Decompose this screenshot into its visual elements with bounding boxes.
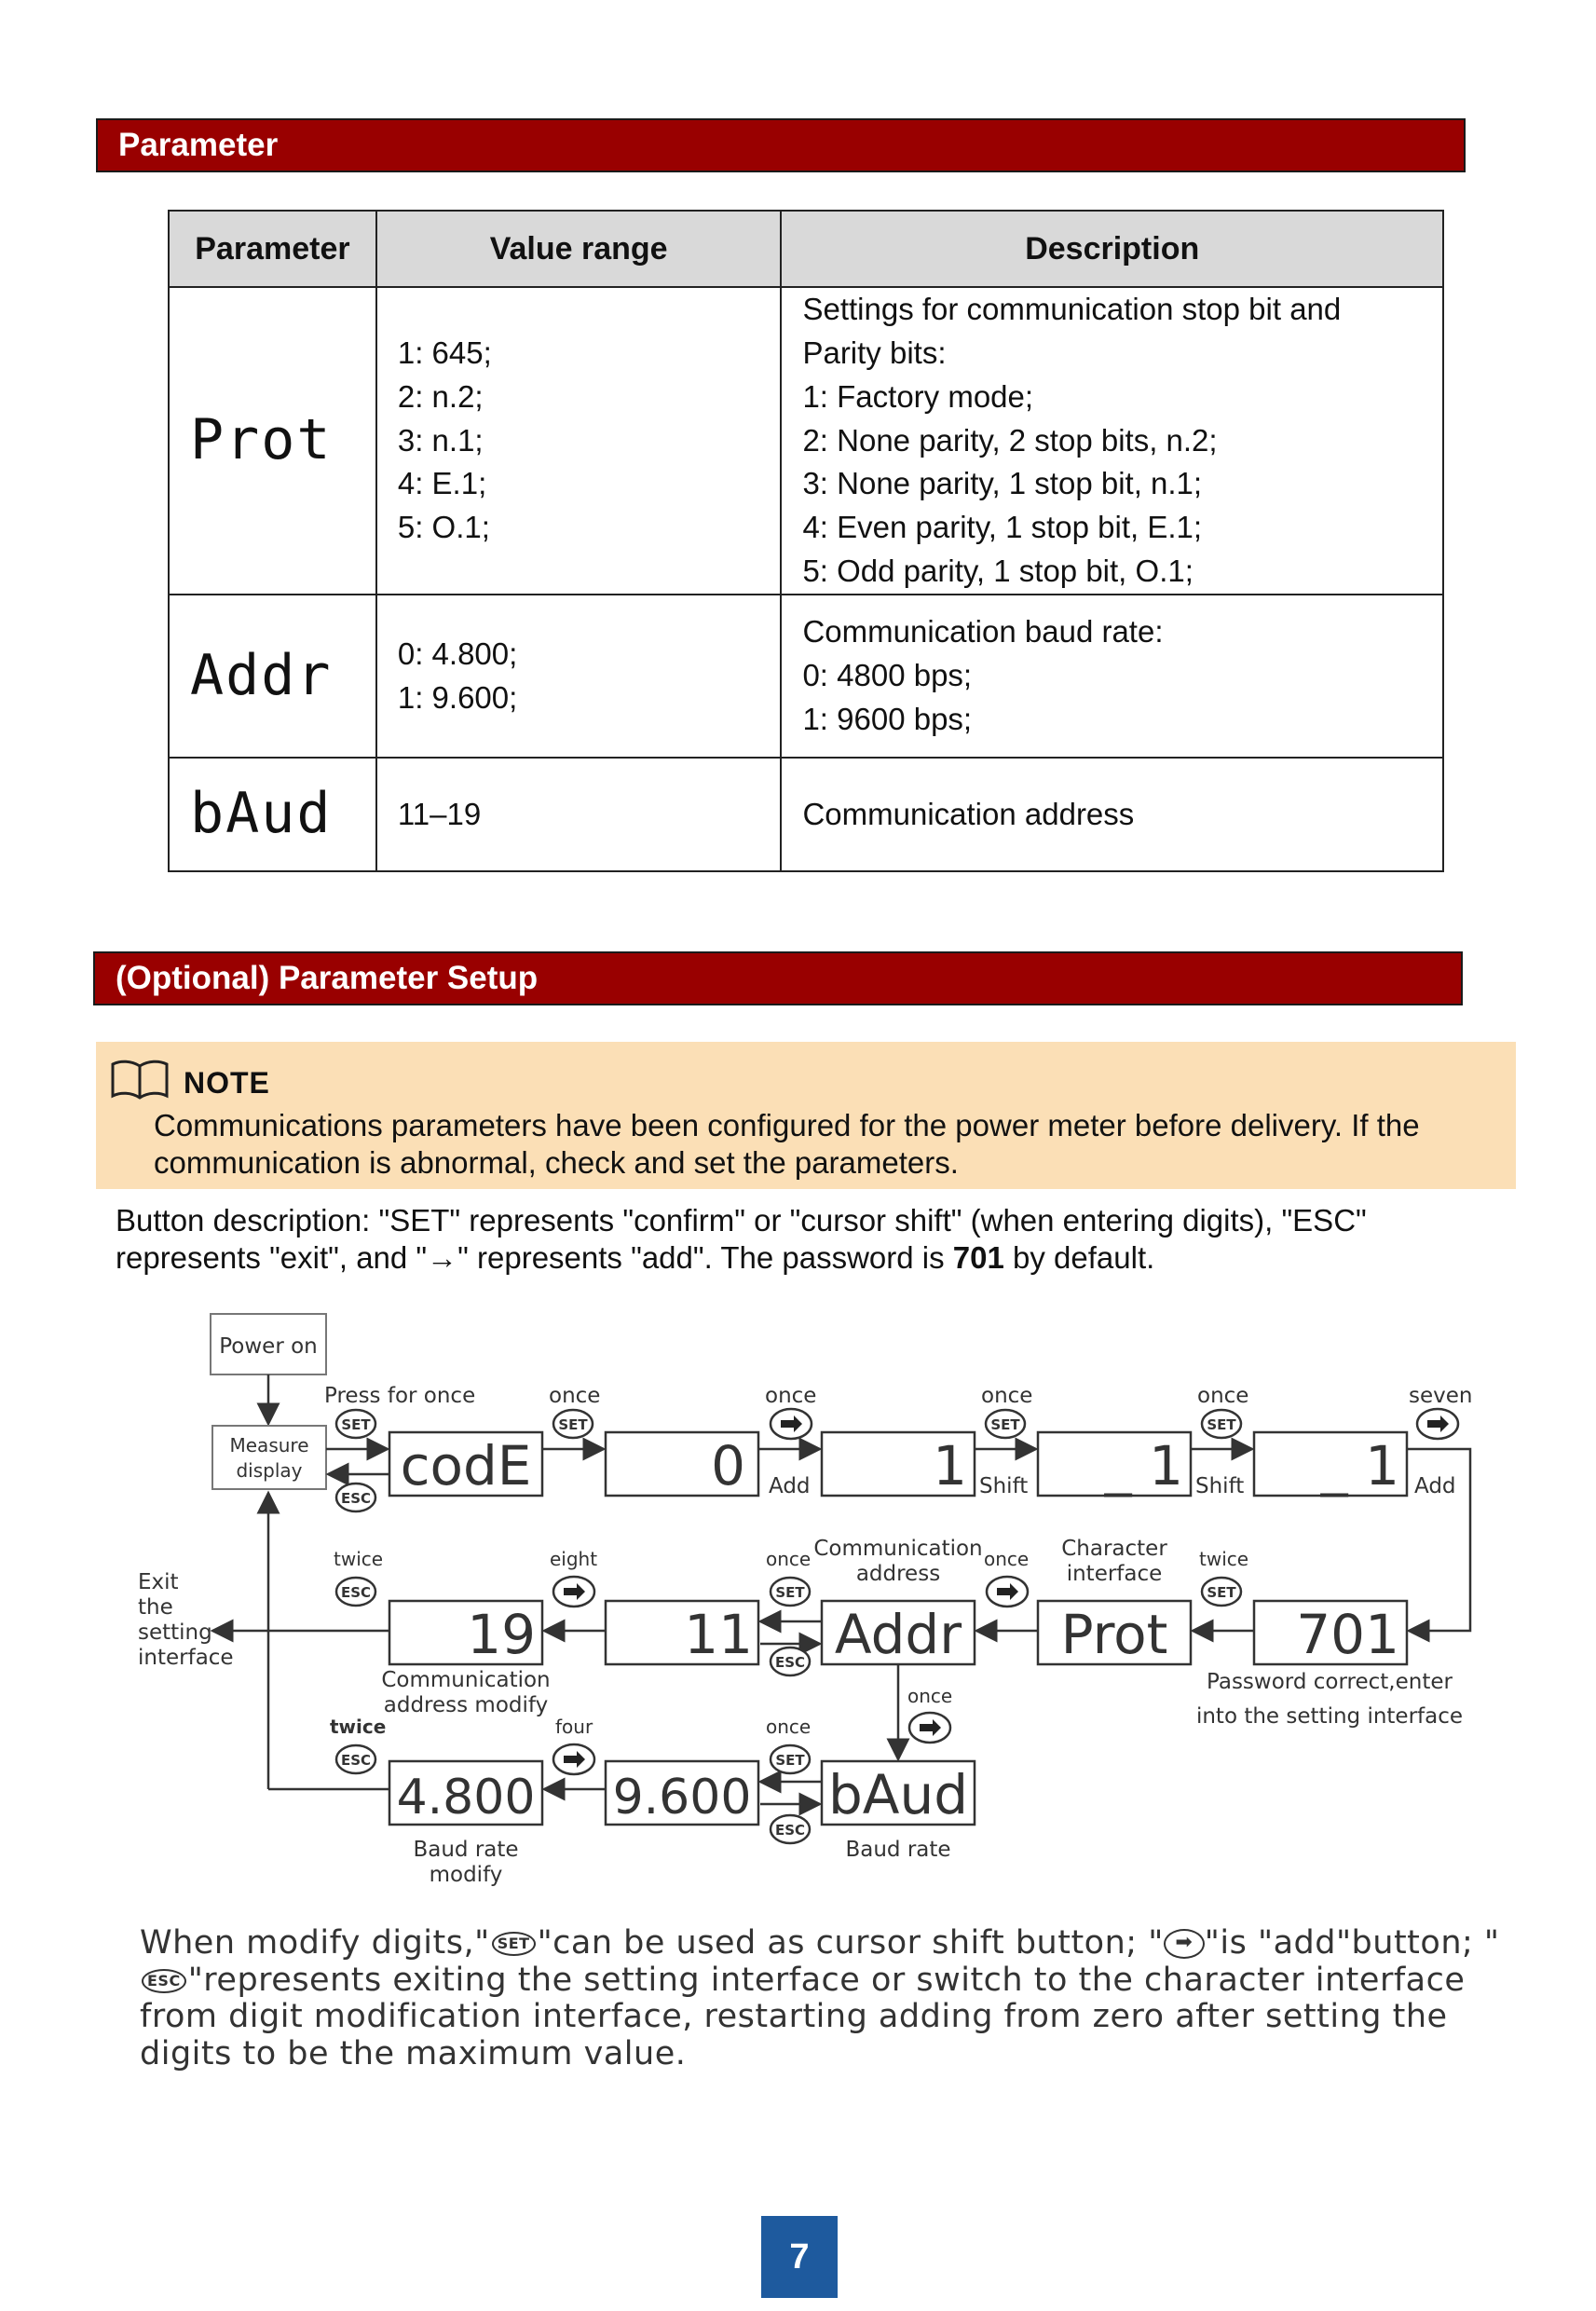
svg-text:ESC: ESC (340, 1490, 372, 1507)
char-interface-label: interface (1066, 1562, 1163, 1586)
once-label: once (907, 1685, 953, 1707)
twice-label: twice (330, 1716, 387, 1738)
esc-button-inline: ESC (142, 1969, 186, 1993)
baud-rate-modify-label: modify (429, 1863, 503, 1887)
exit-label: interface (138, 1646, 234, 1670)
button-description (116, 1202, 1476, 1278)
add-label: Add (1414, 1474, 1456, 1498)
parameter-code-cell (169, 595, 376, 758)
exit-label: setting (138, 1620, 212, 1645)
esc-button (336, 1578, 375, 1606)
value-line: 1: 9.600; (397, 679, 518, 715)
lcd-text: 9.600 (612, 1770, 752, 1826)
note-body: Communications parameters have been configured for the power meter before delivery. If the communication is abnormal, check and set the parameters. (154, 1108, 1420, 1181)
lcd-text: Prot (1060, 1603, 1168, 1666)
description-cell (781, 758, 1443, 871)
measure-display-label: Measure (229, 1434, 309, 1456)
column-header: Parameter (169, 211, 376, 287)
twice-label: twice (1199, 1548, 1249, 1570)
comm-address-label: address (855, 1562, 941, 1586)
section-title-text: Parameter (118, 127, 279, 163)
lcd-display-prot (1038, 1601, 1191, 1666)
value-line: 0: 4.800; (397, 636, 518, 671)
modify-note-text: "represents exiting the setting interface or switch to the character interface from digit modification interface, restarting adding from zero after setting the digits to be the maximum value. (140, 1961, 1466, 2072)
desc-line: 5: Odd parity, 1 stop bit, O.1; (802, 554, 1194, 589)
value-line: 5: O.1; (397, 510, 490, 545)
lcd-code-prot: Prot (190, 407, 333, 473)
svg-text:SET: SET (558, 1416, 588, 1433)
lcd-code-baud: bAud (190, 781, 333, 847)
value-line: 11–19 (397, 796, 482, 831)
add-arrow-button (987, 1577, 1028, 1607)
password-correct-label: Password correct,enter (1207, 1670, 1453, 1694)
lcd-display-19 (389, 1601, 542, 1666)
svg-text:ESC: ESC (340, 1752, 372, 1769)
desc-line: Communication address (802, 796, 1135, 831)
set-button (771, 1745, 810, 1773)
lcd-display-addr (822, 1601, 975, 1666)
value-line: 2: n.2; (397, 378, 484, 414)
desc-line: Settings for communication stop bit and (802, 292, 1342, 326)
lcd-text: _ 1 (1320, 1434, 1399, 1497)
book-icon (109, 1059, 171, 1101)
lcd-display-11 (606, 1601, 758, 1666)
once-label: once (549, 1384, 601, 1408)
page-number: 7 (761, 2216, 838, 2298)
lcd-display-password (1254, 1601, 1407, 1666)
add-arrow-button (553, 1577, 594, 1607)
lcd-display-one (822, 1432, 975, 1497)
comm-addr-modify-label: Communication (381, 1668, 551, 1692)
value-range-cell (376, 287, 782, 595)
set-button (1202, 1578, 1241, 1606)
lcd-text: 701 (1296, 1603, 1399, 1666)
value-line: 1: 645; (397, 335, 492, 370)
lcd-display-add (1254, 1432, 1407, 1497)
table-row (169, 595, 1443, 758)
column-header: Value range (376, 211, 782, 287)
desc-line: 2: None parity, 2 stop bits, n.2; (802, 422, 1218, 458)
svg-text:ESC: ESC (340, 1584, 372, 1601)
shift-label: Shift (979, 1474, 1029, 1498)
lcd-text: 1 (933, 1434, 967, 1497)
svg-text:SET: SET (341, 1416, 371, 1433)
lcd-text: bAud (827, 1763, 969, 1826)
desc-line: 3: None parity, 1 stop bit, n.1; (802, 466, 1203, 501)
lcd-text: 19 (467, 1603, 536, 1666)
four-label: four (555, 1716, 593, 1738)
description-cell (781, 287, 1443, 595)
seven-label: seven (1409, 1384, 1473, 1408)
once-label: once (765, 1384, 817, 1408)
modify-digits-note (140, 1925, 1500, 2072)
exit-label: Exit (138, 1570, 179, 1594)
svg-text:SET: SET (1207, 1416, 1236, 1433)
esc-button (771, 1815, 810, 1843)
measure-display-box (212, 1426, 326, 1489)
value-range-cell (376, 595, 782, 758)
note-box (96, 1042, 1516, 1189)
modify-note-text: "can be used as cursor shift button; " (537, 1924, 1164, 1962)
parameter-table (168, 210, 1444, 872)
lcd-display-shift (1038, 1432, 1191, 1497)
svg-text:ESC: ESC (774, 1822, 806, 1839)
section-title-text: (Optional) Parameter Setup (116, 960, 539, 996)
desc-line: Communication baud rate: (802, 614, 1164, 650)
modify-note-text: "is "add"button; " (1204, 1924, 1500, 1962)
once-label: once (984, 1548, 1030, 1570)
lcd-text: 0 (711, 1434, 745, 1497)
baud-rate-label: Baud rate (845, 1838, 951, 1862)
set-button (336, 1410, 375, 1438)
lcd-text: Addr (834, 1603, 962, 1666)
table-row (169, 758, 1443, 871)
char-interface-label: Character (1061, 1537, 1167, 1561)
lcd-text: _ 1 (1104, 1434, 1183, 1497)
desc-line: 0: 4800 bps; (802, 658, 973, 693)
set-button (771, 1578, 810, 1606)
add-arrow-button (771, 1409, 812, 1439)
lcd-code-addr: Addr (190, 642, 333, 708)
lcd-display-baud (822, 1761, 975, 1826)
value-line: 4: E.1; (397, 466, 487, 501)
svg-text:SET: SET (990, 1416, 1020, 1433)
desc-line: 1: Factory mode; (802, 378, 1034, 414)
modify-note-text: When modify digits," (140, 1924, 490, 1962)
set-button (986, 1410, 1025, 1438)
comm-address-label: Communication (813, 1537, 983, 1561)
svg-text:ESC: ESC (774, 1654, 806, 1671)
esc-button (336, 1484, 375, 1511)
button-desc-suffix: by default. (1003, 1240, 1155, 1276)
table-row (169, 287, 1443, 595)
comm-addr-modify-label: address modify (383, 1693, 549, 1717)
measure-display-label: display (236, 1459, 303, 1482)
add-arrow-button (909, 1713, 950, 1743)
exit-label: the (138, 1595, 173, 1620)
section-title-parameter (96, 118, 1466, 172)
power-on-label: Power on (219, 1334, 318, 1359)
column-header: Description (781, 211, 1443, 287)
set-button-inline: SET (492, 1932, 536, 1956)
once-label: once (981, 1384, 1033, 1408)
value-range-cell (376, 758, 782, 871)
lcd-text: 4.800 (396, 1770, 536, 1826)
add-arrow-icon: ➡ (1164, 1929, 1205, 1959)
default-password: 701 (952, 1240, 1004, 1276)
section-title-setup (93, 951, 1463, 1005)
svg-text:SET: SET (775, 1584, 805, 1601)
desc-line: Parity bits: (802, 335, 947, 370)
power-on-box (211, 1314, 326, 1374)
press-once-label: Press for once (324, 1384, 476, 1408)
twice-label: twice (334, 1548, 384, 1570)
desc-line: 4: Even parity, 1 stop bit, E.1; (802, 510, 1203, 545)
svg-text:SET: SET (775, 1752, 805, 1769)
set-button (553, 1410, 593, 1438)
description-cell (781, 595, 1443, 758)
parameter-code-cell (169, 758, 376, 871)
add-arrow-button (1417, 1409, 1458, 1439)
add-label: Add (769, 1474, 811, 1498)
esc-button (771, 1648, 810, 1675)
parameter-code-cell (169, 287, 376, 595)
lcd-display-zero (606, 1432, 758, 1497)
once-label: once (1197, 1384, 1249, 1408)
lcd-text: 11 (684, 1603, 753, 1666)
setup-flow-diagram (0, 1286, 1596, 1901)
add-arrow-button (553, 1744, 594, 1774)
baud-rate-modify-label: Baud rate (413, 1838, 519, 1862)
esc-button (336, 1745, 375, 1773)
once-label: once (766, 1716, 812, 1738)
lcd-display-4800 (389, 1761, 542, 1826)
lcd-display-9600 (606, 1761, 758, 1826)
shift-label: Shift (1195, 1474, 1245, 1498)
svg-text:SET: SET (1207, 1584, 1236, 1601)
once-label: once (766, 1548, 812, 1570)
note-title: NOTE (184, 1066, 270, 1100)
lcd-display-code (389, 1432, 542, 1497)
lcd-text: codE (400, 1434, 532, 1497)
button-desc-text: Button description: "SET" represents "confirm" or "cursor shift" (when entering digits), "ESC" represents "exit", and "→" represents "add". The password is (116, 1203, 1367, 1276)
table-header-row (169, 211, 1443, 287)
set-button (1202, 1410, 1241, 1438)
value-line: 3: n.1; (397, 422, 484, 458)
eight-label: eight (550, 1548, 598, 1570)
desc-line: 1: 9600 bps; (802, 701, 973, 736)
password-correct-label: into the setting interface (1195, 1704, 1464, 1729)
